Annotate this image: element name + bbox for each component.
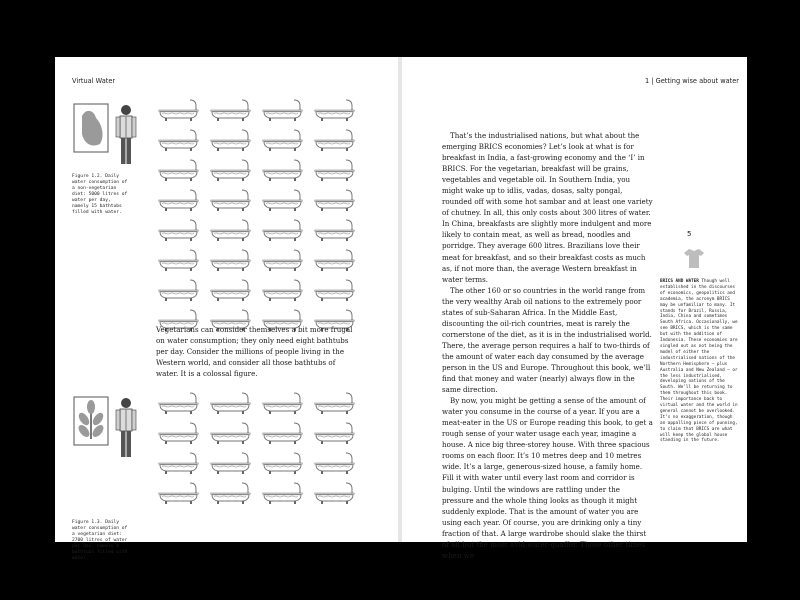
bathtub-icon xyxy=(260,188,305,212)
meat-person-icon xyxy=(72,102,152,176)
bathtub-icon xyxy=(208,451,253,475)
running-head-right: 1 | Getting wise about water xyxy=(645,77,739,85)
paragraph-text: The other 160 or so countries in the world range from the very wealthy Arab oil nations to the extremely poor states of sub-Saharan Africa. In the Middle East, discounting the oil-rich countries, meat is rarely the cornerstone of the diet, as it is in the industrialised world. There, the average person requires a half to two-thirds of the amount of water each day consumed by the average person in the US and Europe. Throughout this book, we’ll find that money and water (nearly) always flow in the same direction. xyxy=(442,285,652,395)
bathtub-icon xyxy=(208,218,253,242)
bathtub-icon xyxy=(260,278,305,302)
bathtub-icon xyxy=(156,278,201,302)
bathtub-icon xyxy=(312,481,357,505)
bathtub-icon xyxy=(208,188,253,212)
bathtub-grid xyxy=(156,98,357,332)
bathtub-icon xyxy=(260,421,305,445)
paragraph-text: That’s the industrialised nations, but what about the emerging BRICS economies? Let’s look at what is for breakfast in India, a fast-growing economy and the ‘I’ in BRICS. For the vegetarian, breakfast will be grains, vegetables and vegetable oil. In Southern India, you might wake up to idlis, vadas, dosas, salty pongal, rounded off with some hot sambar and at least one variety of chutney. In all, this only costs about 300 litres of water. In China, breakfasts are slightly more indulgent and more likely to contain meat, as well as bread, noodles and porridge. They average 600 litres. Brazilians love their meat for breakfast, and so their breakfast costs as much as, if not more than, the average Western breakfast in water terms. xyxy=(442,131,653,284)
bathtub-icon xyxy=(156,391,201,415)
bathtub-icon xyxy=(260,451,305,475)
paragraph-text: Vegetarians can consider themselves a bit more frugal on water consumption; they only need eight bathtubs per day. Consider the millions of people living in the Western world, and consider all those bathtubs of water. It is a colossal figure. xyxy=(156,325,353,379)
bathtub-icon xyxy=(260,391,305,415)
marginal-number: 5 xyxy=(687,230,692,238)
bathtub-icon xyxy=(312,158,357,182)
figure-caption: Figure 1.3. Daily water consumption of a vegetarian diet: 2700 litres of water per day, namely 8 bathtubs filled with water. xyxy=(72,520,128,561)
bathtub-icon xyxy=(208,248,253,272)
bathtub-icon xyxy=(260,128,305,152)
left-page xyxy=(55,57,398,561)
bathtub-icon xyxy=(312,98,357,122)
bathtub-icon xyxy=(208,391,253,415)
bathtub-icon xyxy=(208,421,253,445)
bathtub-icon xyxy=(208,128,253,152)
bathtub-icon xyxy=(156,128,201,152)
bathtub-icon xyxy=(260,158,305,182)
bathtub-icon xyxy=(156,421,201,445)
sidebar-heading: BRICS AND WATER xyxy=(660,279,699,284)
paragraph-text: By now, you might be getting a sense of the amount of water you consume in the course of a year. If you are a meat-eater in the US or Europe reading this book, to get a rough sense of your water usage each year, imagine a house. A nice big three-storey house. With three spacious rooms on each floor. It’s 10 metres deep and 10 metres wide. It’s a large, generous-sized house, a family home. Fill it with water until every last room and corridor is bulging. Until the windows are rattling under the pressure and the whole thing looks as though it might suddenly explode. That is the amount of water you are using each year. Of course, you are drinking only a tiny fraction of that. A large wardrobe should slake the thirst of all but the most avid water-quaffer. Those other times when we xyxy=(442,396,653,560)
bathtub-icon xyxy=(260,481,305,505)
bathtub-icon xyxy=(260,98,305,122)
sidebar-body: Though well established in the discourses of economics, geopolitics and academia, the acronym BRICS may be unfamiliar to many. It stands for Brazil, Russia, India, China and sometimes South Africa. Occasionally, we see BRICS, which is the same but with the addition of Indonesia. These economies are singled out as not being the model of either the industrialised nations of the Northern Hemisphere – plus Australia and New Zealand – or the less industrialised, developing nations of the South. We’ll be returning to them throughout this book. Their importance back to virtual water and the world in general cannot be overlooked. It’s no exaggeration, though an appalling piece of punning, to claim that BRICS are what will keep the global house standing in the future. xyxy=(660,279,738,444)
bathtub-icon xyxy=(208,481,253,505)
bathtub-icon xyxy=(312,278,357,302)
bathtub-icon xyxy=(260,248,305,272)
bathtub-icon xyxy=(156,98,201,122)
plant-person-icon xyxy=(72,395,152,469)
bathtub-icon xyxy=(312,391,357,415)
bathtub-icon xyxy=(156,188,201,212)
bathtub-icon xyxy=(156,248,201,272)
tshirt-icon xyxy=(683,247,705,273)
bathtub-icon xyxy=(208,158,253,182)
bathtub-icon xyxy=(312,188,357,212)
bathtub-icon xyxy=(208,98,253,122)
bathtub-icon xyxy=(312,451,357,475)
bathtub-icon xyxy=(156,481,201,505)
bathtub-icon xyxy=(312,218,357,242)
bathtub-icon xyxy=(312,421,357,445)
bathtub-icon xyxy=(156,451,201,475)
right-page xyxy=(402,57,747,560)
bathtub-icon xyxy=(260,218,305,242)
bathtub-icon xyxy=(156,158,201,182)
bathtub-icon xyxy=(312,248,357,272)
bathtub-icon xyxy=(156,218,201,242)
figure-caption: Figure 1.2. Daily water consumption of a non-vegetarian diet: 5000 litres of water per day, namely 15 bathtubs filled with water. xyxy=(72,174,128,215)
running-head-left: Virtual Water xyxy=(72,77,116,85)
sidebar-note xyxy=(660,279,738,444)
bathtub-icon xyxy=(208,278,253,302)
bathtub-grid xyxy=(156,391,357,505)
body-text-column xyxy=(442,130,653,561)
body-paragraph xyxy=(156,324,354,379)
bathtub-icon xyxy=(312,128,357,152)
